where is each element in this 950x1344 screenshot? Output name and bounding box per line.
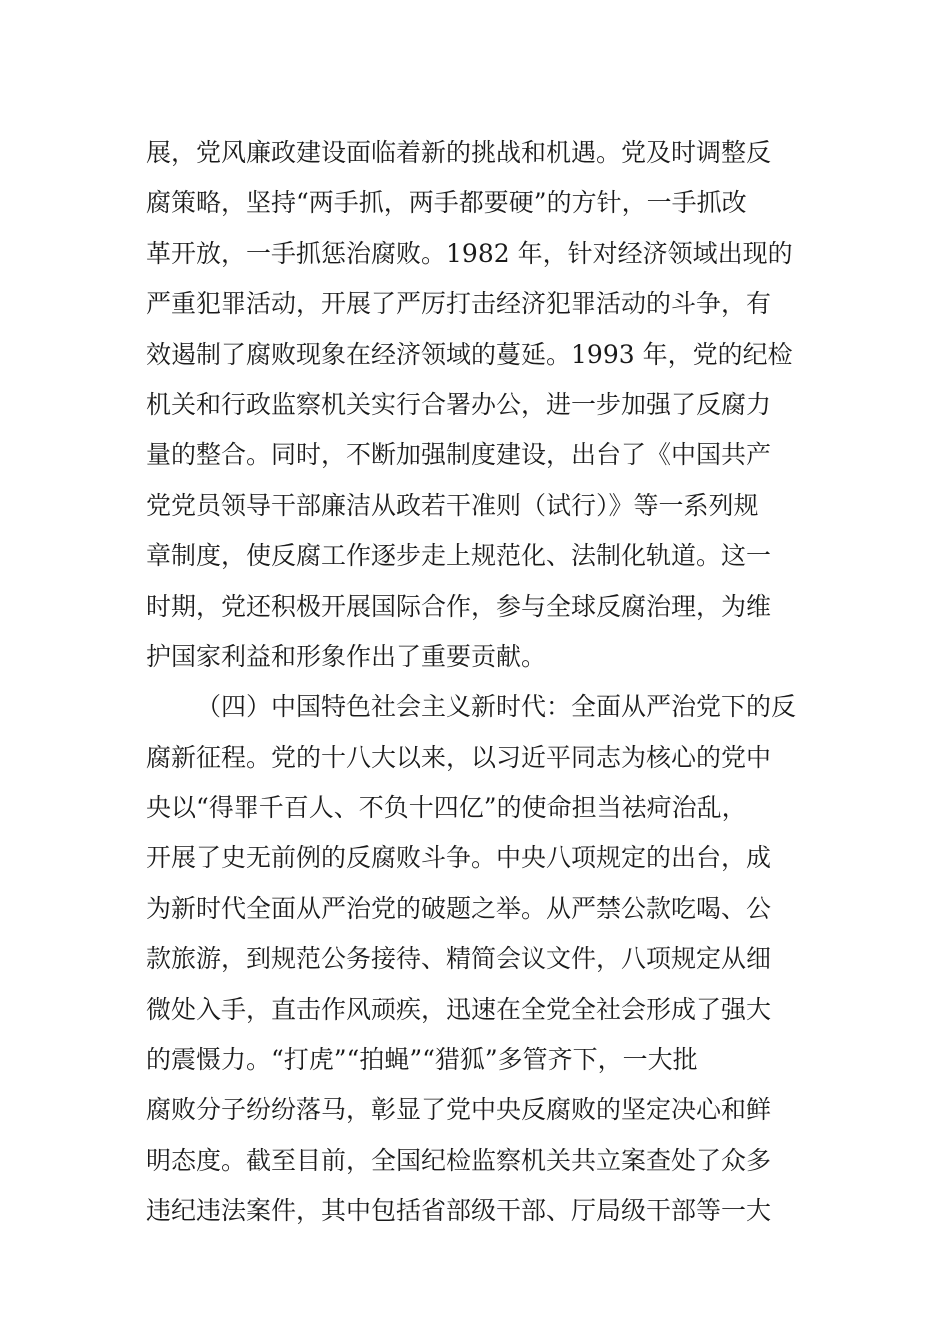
text-line: 党党员领导干部廉洁从政若干准则（试行）》等一系列规 xyxy=(146,490,759,520)
text-line: 违纪违法案件，其中包括省部级干部、厅局级干部等一大 xyxy=(146,1196,772,1226)
text-line: 开展了史无前例的反腐败斗争。中央八项规定的出台，成 xyxy=(146,843,772,873)
section-heading-line: （四）中国特色社会主义新时代：全面从严治党下的反 xyxy=(196,692,797,722)
text-line: 护国家利益和形象作出了重要贡献。 xyxy=(146,641,547,671)
text-line: 时期，党还积极开展国际合作，参与全球反腐治理，为维 xyxy=(146,591,772,621)
text-line: 机关和行政监察机关实行合署办公，进一步加强了反腐力 xyxy=(146,389,772,419)
text-line: 央以“得罪千百人、不负十四亿”的使命担当祛疴治乱， xyxy=(146,793,747,823)
text-line: 腐策略，坚持“两手抓，两手都要硬”的方针，一手抓改 xyxy=(146,188,747,218)
text-line: 为新时代全面从严治党的破题之举。从严禁公款吃喝、公 xyxy=(146,893,772,923)
text-line: 的震慑力。“打虎”“拍蝇”“猎狐”多管齐下，一大批 xyxy=(146,1045,698,1075)
text-line: 明态度。截至目前，全国纪检监察机关共立案查处了众多 xyxy=(146,1145,772,1175)
text-line: 腐新征程。党的十八大以来，以习近平同志为核心的党中 xyxy=(146,742,772,772)
text-line: 腐败分子纷纷落马，彰显了党中央反腐败的坚定决心和鲜 xyxy=(146,1095,772,1125)
body-text xyxy=(146,128,806,1237)
text-line: 微处入手，直击作风顽疾，迅速在全党全社会形成了强大 xyxy=(146,994,772,1024)
text-line: 章制度，使反腐工作逐步走上规范化、法制化轨道。这一 xyxy=(146,541,772,571)
text-line: 革开放，一手抓惩治腐败。1982 年，针对经济领域出现的 xyxy=(146,238,793,268)
text-line: 展，党风廉政建设面临着新的挑战和机遇。党及时调整反 xyxy=(146,138,772,167)
text-line: 量的整合。同时，不断加强制度建设，出台了《中国共产 xyxy=(146,440,772,470)
text-line: 严重犯罪活动，开展了严厉打击经济犯罪活动的斗争，有 xyxy=(146,289,772,319)
text-line: 款旅游，到规范公务接待、精简会议文件，八项规定从细 xyxy=(146,944,772,974)
text-line: 效遏制了腐败现象在经济领域的蔓延。1993 年，党的纪检 xyxy=(146,339,793,369)
